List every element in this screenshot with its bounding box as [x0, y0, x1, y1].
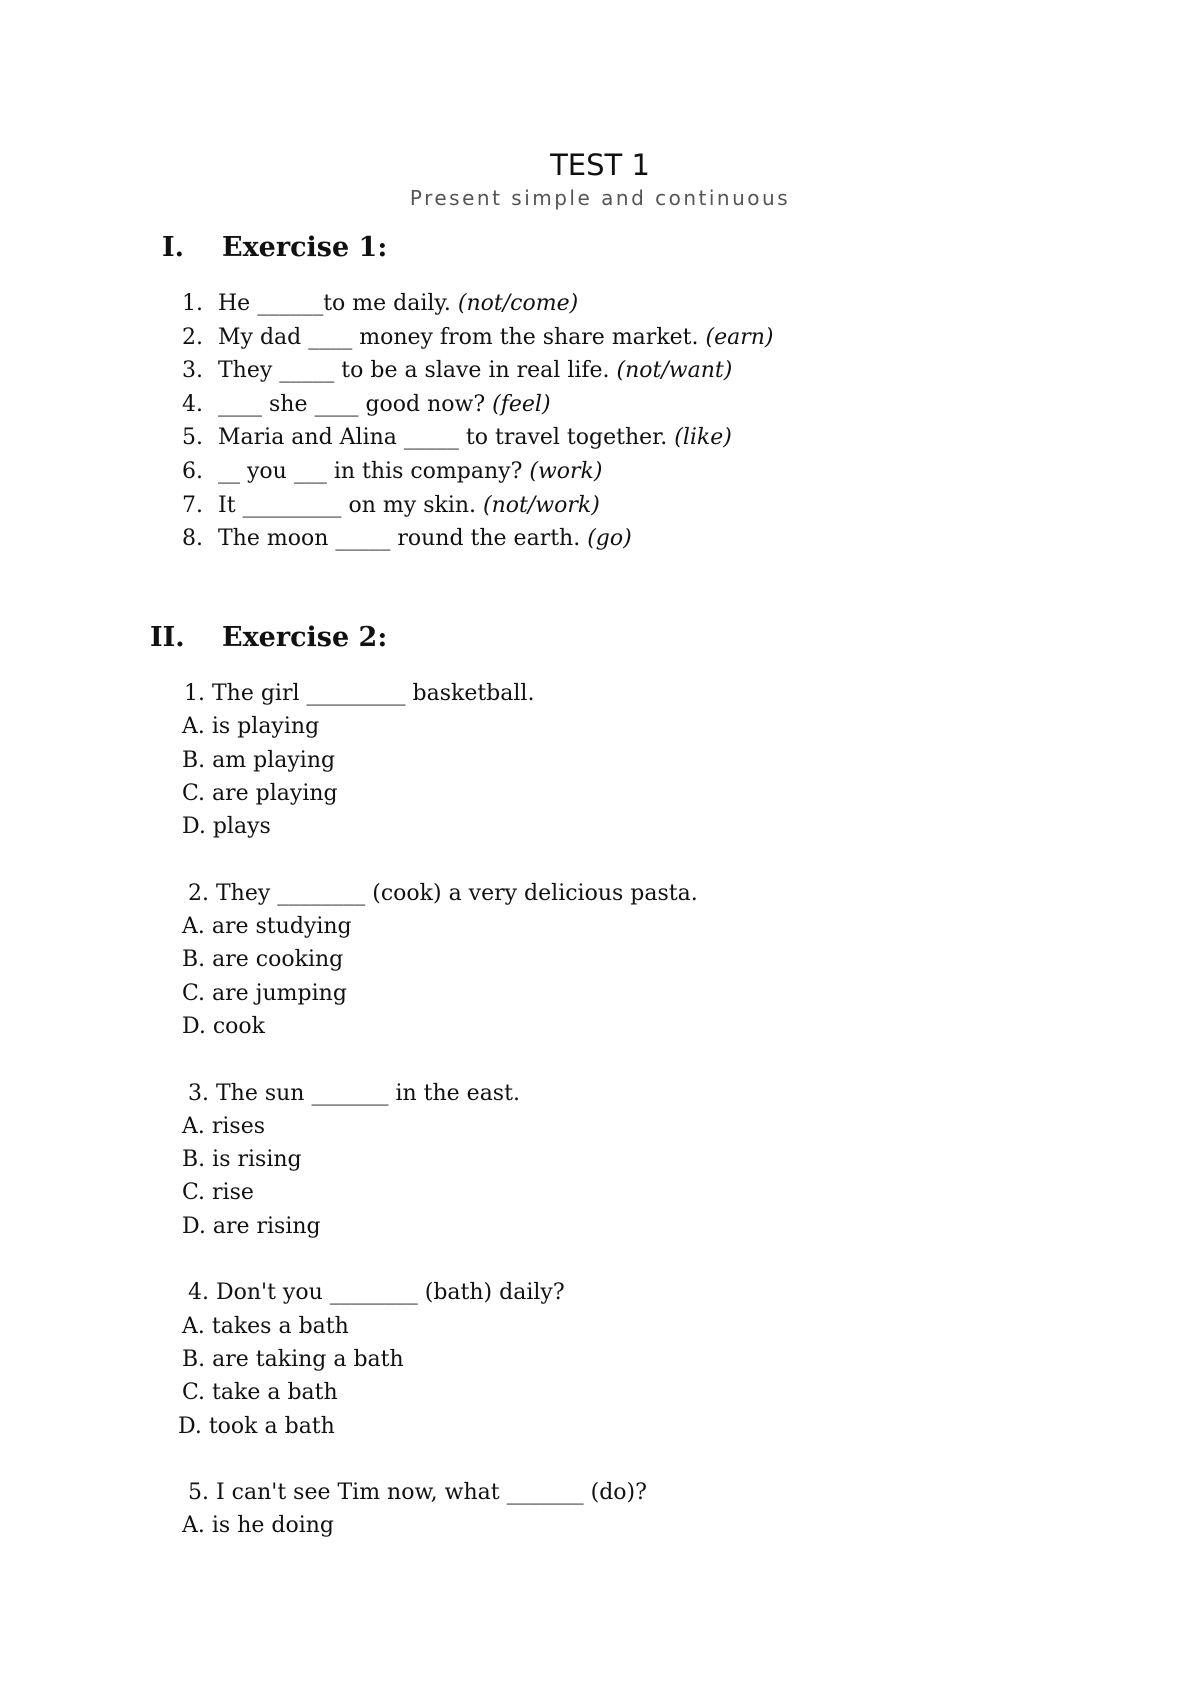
answer-option: B. are cooking [182, 947, 344, 973]
answer-option: C. take a bath [182, 1380, 338, 1406]
answer-option: D. cook [182, 1013, 265, 1039]
item-number: 4. [182, 391, 203, 417]
item-number: 7. [182, 492, 203, 518]
answer-option: B. am playing [182, 747, 336, 773]
list-item [182, 321, 1132, 355]
list-item [182, 421, 1132, 455]
item-text: They _____ to be a slave in real life. (not/want) [218, 358, 733, 384]
section-numeral: I. [162, 232, 185, 263]
item-hint: (not/come) [457, 291, 579, 316]
item-text: It _________ on my skin. (not/work) [218, 492, 600, 518]
question-text: 4. Don't you ________ (bath) daily? [188, 1280, 565, 1306]
answer-option: B. is rising [182, 1147, 302, 1173]
question-block [178, 1276, 1132, 1442]
list-item [182, 522, 1132, 556]
answer-option: D. plays [182, 814, 271, 840]
item-number: 1. [182, 291, 203, 316]
item-number: 2. [182, 324, 203, 350]
item-text: Maria and Alina _____ to travel together. (like) [218, 425, 732, 451]
item-number: 6. [182, 458, 203, 484]
section-title: Exercise 1: [222, 232, 388, 263]
exercise-1-list [182, 287, 1132, 556]
question-text: 2. They ________ (cook) a very delicious pasta. [188, 880, 698, 906]
item-hint: (earn) [705, 324, 774, 350]
question-text: 5. I can't see Tim now, what _______ (do)? [188, 1480, 647, 1506]
item-text: The moon _____ round the earth. (go) [218, 526, 632, 552]
item-number: 5. [182, 425, 203, 451]
question-block [182, 877, 1132, 1043]
document-title: TEST 1 [550, 148, 650, 182]
answer-option: C. are playing [182, 780, 338, 806]
list-item [182, 455, 1132, 489]
item-text: My dad ____ money from the share market. (earn) [218, 324, 774, 350]
item-hint: (not/work) [483, 492, 600, 518]
answer-option: B. are taking a bath [182, 1346, 404, 1372]
answer-option: A. takes a bath [182, 1313, 349, 1339]
document-subtitle: Present simple and continuous [409, 186, 791, 210]
answer-option: A. is he doing [182, 1513, 334, 1539]
answer-option: A. rises [182, 1113, 266, 1139]
item-hint: (go) [587, 526, 632, 552]
item-text: ____ she ____ good now? (feel) [218, 391, 551, 417]
answer-option: C. are jumping [182, 980, 347, 1006]
question-block [182, 1476, 1132, 1543]
answer-option: A. are studying [182, 914, 352, 940]
question-text: 3. The sun _______ in the east. [188, 1080, 520, 1106]
exercise-2-list [178, 677, 1132, 1576]
question-block [182, 1077, 1132, 1243]
item-hint: (like) [674, 425, 732, 451]
item-number: 8. [182, 526, 203, 552]
answer-option: C. rise [182, 1180, 254, 1206]
list-item [182, 489, 1132, 523]
answer-option: A. is playing [182, 714, 320, 740]
item-hint: (not/want) [616, 358, 733, 384]
question-text: 1. The girl _________ basketball. [184, 681, 535, 706]
item-text: He ______to me daily. (not/come) [218, 291, 579, 316]
section-title: Exercise 2: [222, 622, 388, 653]
answer-option: D. are rising [182, 1213, 321, 1239]
answer-option: D. took a bath [178, 1413, 335, 1439]
item-hint: (work) [529, 458, 603, 484]
item-hint: (feel) [492, 391, 551, 417]
list-item [182, 388, 1132, 422]
section-numeral: II. [150, 622, 185, 653]
list-item [182, 287, 1132, 321]
question-block [182, 677, 1132, 843]
list-item [182, 354, 1132, 388]
item-text: __ you ___ in this company? (work) [218, 458, 603, 484]
item-number: 3. [182, 358, 203, 384]
